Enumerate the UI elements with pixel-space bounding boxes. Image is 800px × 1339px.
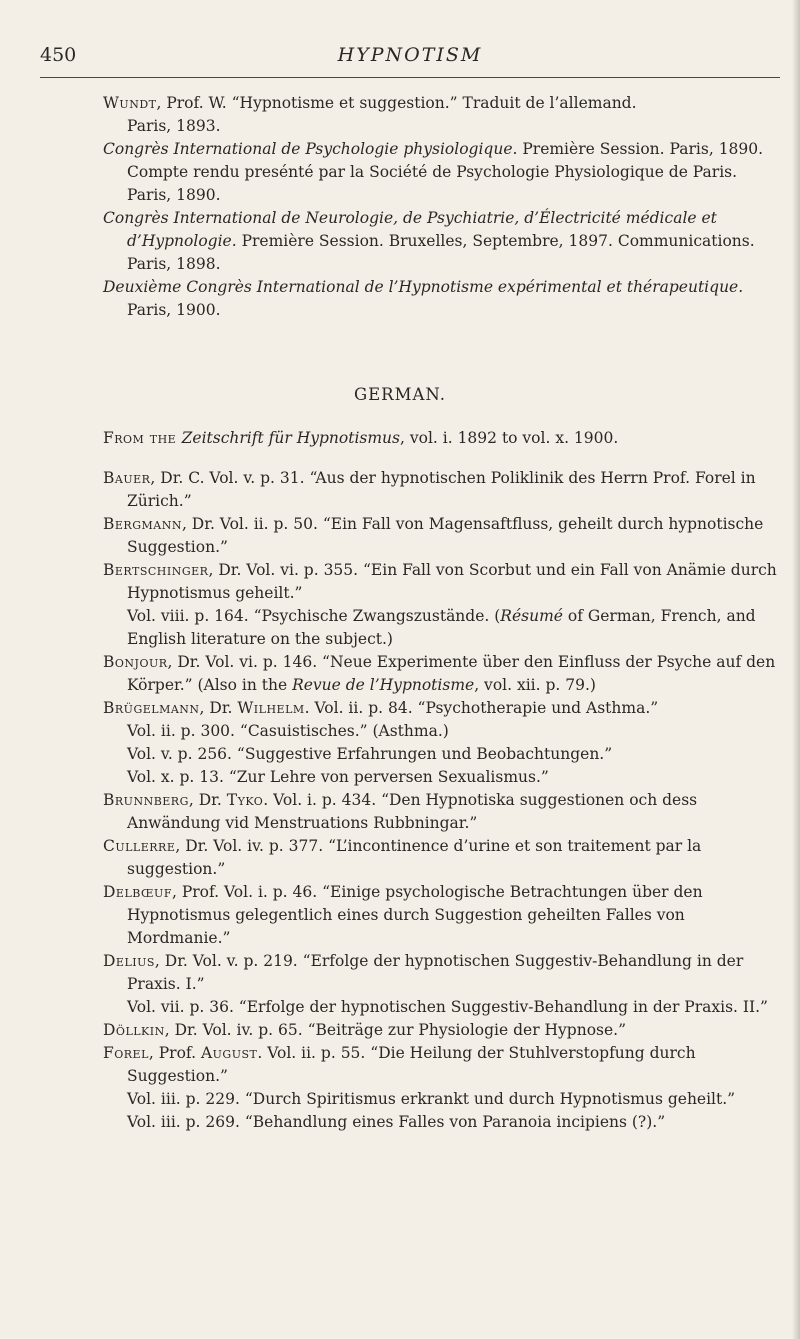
reference-subentry	[103, 743, 783, 766]
reference-entry	[103, 207, 783, 276]
reference-subentry	[103, 720, 783, 743]
reference-entry	[103, 1019, 783, 1042]
author-firstname: Tyko	[226, 791, 264, 809]
author-name: Brügelmann	[103, 699, 200, 717]
entry-text: , Dr. Vol. vi. p. 146. “Neue Experimente über den Einfluss der Psyche auf den Körper.” (Also in the	[127, 653, 776, 694]
author-name: Bonjour	[103, 653, 168, 671]
entry-text: of German, French, and English literature on the subject.)	[127, 607, 756, 648]
reference-entry	[103, 950, 783, 996]
entry-text: , Dr. Vol. ii. p. 50. “Ein Fall von Magensaftfluss, geheilt durch hypnotische Suggestion.”	[127, 515, 764, 556]
entry-text: Première Session.	[517, 140, 665, 158]
reference-entry	[103, 697, 783, 720]
entry-text: , Dr. C. Vol. v. p. 31. “Aus der hypnotischen Poliklinik des Herrn Prof. Forel in Zürich.”	[127, 469, 756, 510]
entry-text: . Vol. ii. p. 55. “Die Heilung der Stuhlverstopfung durch Suggestion.”	[127, 1044, 696, 1085]
reference-entry	[103, 881, 783, 950]
reference-subentry	[103, 766, 783, 789]
reference-entry	[103, 789, 783, 835]
entry-continuation: Communications. Paris, 1898.	[127, 232, 755, 273]
author-name: Brunnberg	[103, 791, 189, 809]
journal-source-line	[103, 429, 618, 447]
reference-subentry	[103, 605, 783, 651]
reference-subentry	[103, 1088, 783, 1111]
entry-text: Vol. iii. p. 269. “Behandlung eines Falles von Paranoia incipiens (?).”	[127, 1113, 666, 1131]
entry-text: , Prof. Vol. i. p. 46. “Einige psychologische Betrachtungen über den Hypnotismus gelegentlich eines durch Suggestion geheilten Falles von Mordmanie.”	[127, 883, 703, 947]
entry-text: , Prof. W. “Hypnotisme et suggestion.” Traduit de l’allemand.	[156, 94, 637, 112]
entry-text: , Dr. Vol. vi. p. 355. “Ein Fall von Scorbut und ein Fall von Anämie durch Hypnotismus geheilt.”	[127, 561, 777, 602]
german-references	[103, 467, 783, 1134]
entry-text: , Prof.	[148, 1044, 201, 1062]
entry-text: Vol. x. p. 13. “Zur Lehre von perversen Sexualismus.”	[127, 768, 549, 786]
reference-subentry	[103, 1111, 783, 1134]
author-name: Bergmann	[103, 515, 182, 533]
entry-text: . Vol. ii. p. 84. “Psychotherapie und Asthma.”	[304, 699, 659, 717]
entry-text: Première Session. Bruxelles, Septembre, 1897.	[236, 232, 613, 250]
entry-text: Vol. vii. p. 36. “Erfolge der hypnotischen Suggestiv-Behandlung in der Praxis. II.”	[127, 998, 768, 1016]
author-firstname: August	[200, 1044, 258, 1062]
entry-text: , Dr.	[188, 791, 227, 809]
reference-entry	[103, 835, 783, 881]
entry-text: Vol. iii. p. 229. “Durch Spiritismus erkrankt und durch Hypnotismus geheilt.”	[127, 1090, 736, 1108]
entry-title: Congrès International de Psychologie physiologique.	[103, 140, 518, 158]
reference-entry	[103, 1042, 783, 1088]
reference-entry	[103, 138, 783, 207]
french-references	[103, 92, 783, 322]
author-name: Döllkin	[103, 1021, 165, 1039]
page-header	[40, 44, 780, 74]
entry-text: . Vol. i. p. 434. “Den Hypnotiska suggestionen och dess Anwändung vid Menstruations Rubbningar.”	[127, 791, 698, 832]
author-firstname: Wilhelm	[237, 699, 305, 717]
reference-entry	[103, 92, 783, 138]
entry-text: , Dr. Vol. iv. p. 65. “Beiträge zur Physiologie der Hypnose.”	[164, 1021, 627, 1039]
entry-text: , Dr.	[199, 699, 238, 717]
entry-text: Vol. viii. p. 164. “Psychische Zwangszustände. (	[127, 607, 501, 625]
reference-entry	[103, 276, 783, 322]
author-name: Forel	[103, 1044, 149, 1062]
page-edge-shadow	[792, 0, 800, 1339]
author-name: Cullerre	[103, 837, 176, 855]
author-name: Bertschinger	[103, 561, 209, 579]
entry-continuation: Paris, 1893.	[127, 117, 221, 135]
author-name: Delbœuf	[103, 883, 172, 901]
entry-text: , Dr. Vol. v. p. 219. “Erfolge der hypnotischen Suggestiv-Behandlung in der Praxis. I.”	[127, 952, 744, 993]
header-rule	[40, 77, 780, 78]
entry-text: Vol. ii. p. 300. “Casuistisches.” (Asthma.)	[127, 722, 449, 740]
author-name: Bauer	[103, 469, 151, 487]
entry-text: , vol. xii. p. 79.)	[474, 676, 596, 694]
reference-entry	[103, 651, 783, 697]
entry-title: Deuxième Congrès International de l’Hypnotisme expérimental et thérapeutique.	[103, 278, 744, 296]
from-prefix: From the	[103, 429, 182, 447]
reference-entry	[103, 513, 783, 559]
journal-title: Zeitschrift für Hypnotismus	[181, 429, 400, 447]
section-heading: GERMAN.	[353, 385, 447, 404]
running-title: HYPNOTISM	[337, 44, 483, 66]
reference-subentry	[103, 996, 783, 1019]
reference-entry	[103, 467, 783, 513]
entry-text: , Dr. Vol. iv. p. 377. “L’incontinence d’urine et son traitement par la suggestion.”	[127, 837, 702, 878]
author-name: Delius	[103, 952, 155, 970]
entry-text: Paris, 1900.	[127, 301, 221, 319]
reference-entry	[103, 559, 783, 605]
entry-italic: Revue de l’Hypnotisme	[292, 676, 475, 694]
page-number: 450	[40, 44, 77, 66]
journal-range: , vol. i. 1892 to vol. x. 1900.	[400, 429, 619, 447]
entry-italic: Résumé	[500, 607, 563, 625]
author-name: Wundt	[103, 94, 157, 112]
entry-text: Vol. v. p. 256. “Suggestive Erfahrungen und Beobachtungen.”	[127, 745, 613, 763]
entry-continuation: Paris, 1890. Compte rendu presénté par la Société de Psychologie Physiologique de Paris. Paris, 1890.	[127, 140, 764, 204]
entry-title: Congrès International de Neurologie, de Psychiatrie, d’Électricité médicale et d’Hypnologie.	[103, 209, 717, 250]
